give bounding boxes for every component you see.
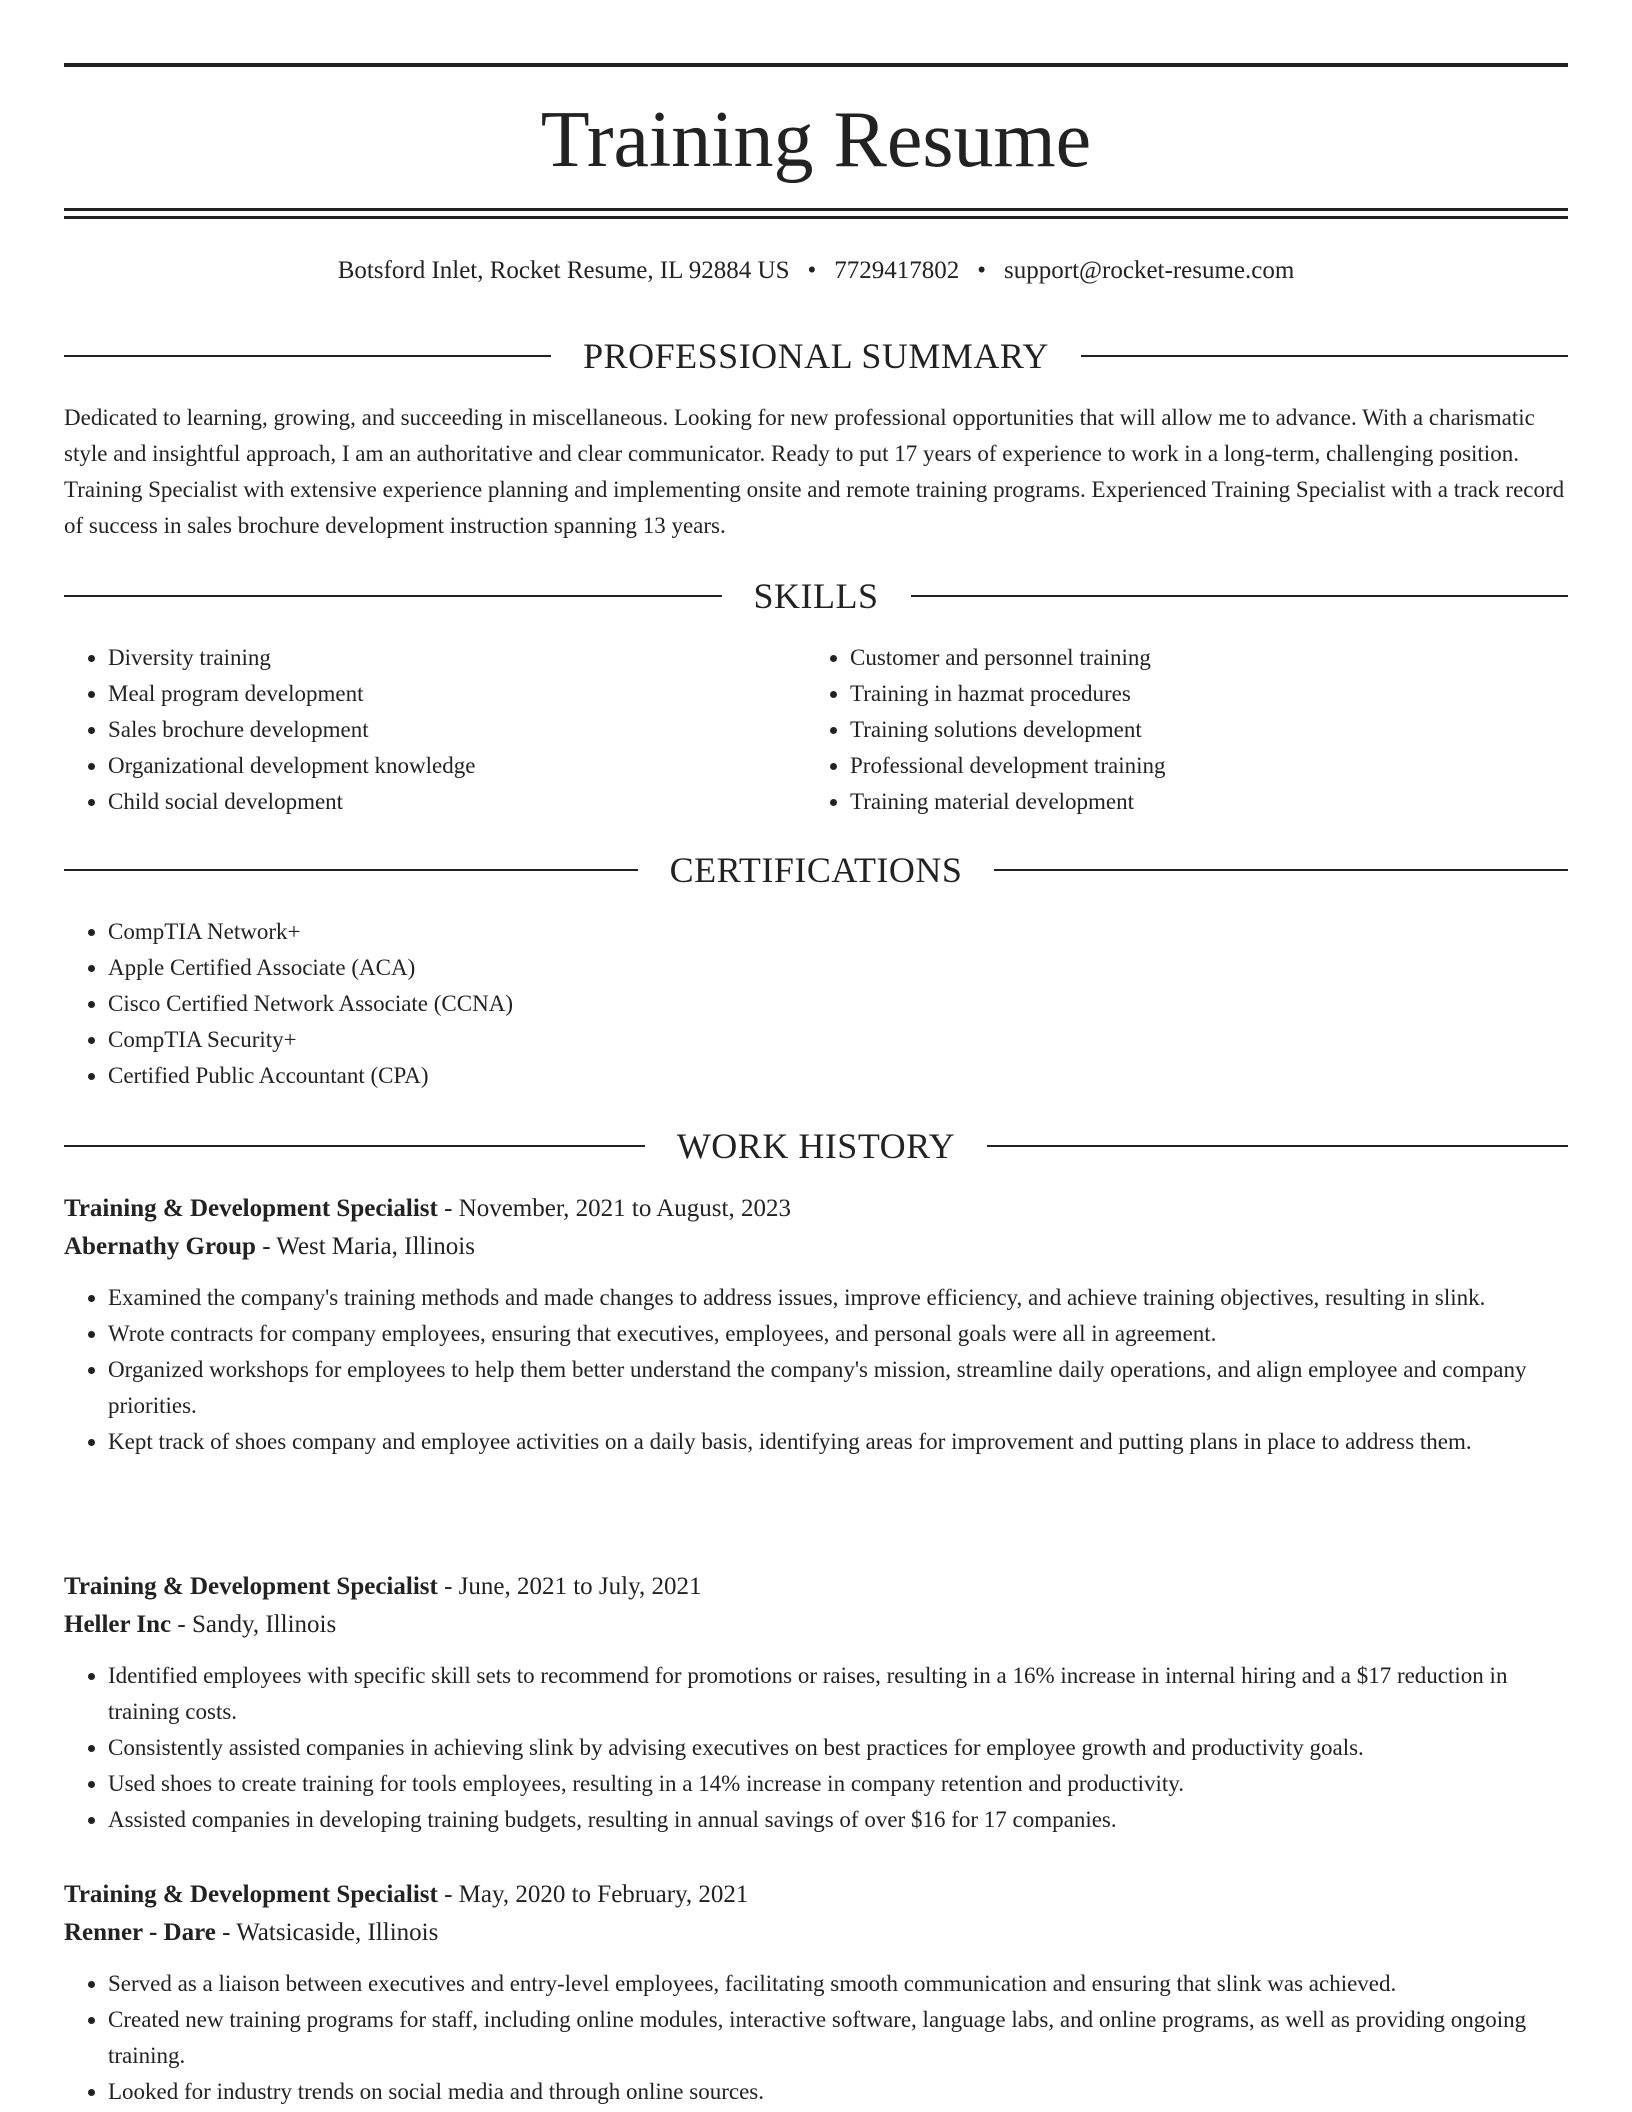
page-title: Training Resume <box>540 96 1092 184</box>
job-dates: - May, 2020 to February, 2021 <box>437 1881 749 1908</box>
job-bullet: • Examined the company's training methods and made changes to address issues, improve efficiency, and achieve training objectives, resulting in slink. <box>108 1280 1568 1316</box>
job-bullet: • Kept track of shoes company and employee activities on a daily basis, identifying areas for improvement and putting plans in place to address them. <box>108 1424 1568 1460</box>
section-heading-summary <box>64 334 1568 378</box>
job-company: Abernathy Group <box>64 1233 256 1260</box>
job-company-line <box>64 1914 1568 1952</box>
skill-item: • Training solutions development <box>850 712 1548 748</box>
job-bullet: • Used shoes to create training for tools employees, resulting in a 14% increase in company retention and productivity. <box>108 1766 1568 1802</box>
job-location: - Watsicaside, Illinois <box>215 1919 439 1946</box>
skills-list <box>64 640 1568 820</box>
contact-separator: • <box>977 257 987 284</box>
skill-item: • Professional development training <box>850 748 1548 784</box>
job-company: Renner - Dare <box>64 1919 216 1946</box>
job-bullet: • Wrote contracts for company employees, ensuring that executives, employees, and personal goals were all in agreement. <box>108 1316 1568 1352</box>
summary-text: Dedicated to learning, growing, and succeeding in miscellaneous. Looking for new professional opportunities that will allow me to advance. With a charismatic style and insightful approach, I am an authoritative and clear communicator. Ready to put 17 years of experience to work in a long-term, challenging position. Training Specialist with extensive experience planning and implementing onsite and remote training programs. Experienced Training Specialist with a track record of success in sales brochure development instruction spanning 13 years. <box>64 405 1565 538</box>
job-title: Training & Development Specialist <box>64 1573 438 1600</box>
job-company-line <box>64 1228 1568 1266</box>
certification-item: • CompTIA Security+ <box>108 1022 1568 1058</box>
section-title: CERTIFICATIONS <box>669 850 963 890</box>
section-heading-skills <box>64 574 1568 618</box>
section-title: PROFESSIONAL SUMMARY <box>583 336 1049 376</box>
job-bullet: • Organized workshops for employees to help them better understand the company's mission, streamline daily operations, and align employee and company priorities. <box>108 1352 1568 1424</box>
heading-rule <box>64 1145 645 1147</box>
skill-item: • Child social development <box>108 784 806 820</box>
contact-line <box>0 254 1632 288</box>
heading-rule <box>64 355 551 357</box>
heading-rule <box>987 1145 1568 1147</box>
job-location: - Sandy, Illinois <box>171 1611 337 1638</box>
title-rule-upper <box>64 208 1568 211</box>
skill-item: • Meal program development <box>108 676 806 712</box>
section-title: SKILLS <box>753 576 879 616</box>
skill-item: • Customer and personnel training <box>850 640 1548 676</box>
job-title-line <box>64 1568 1568 1606</box>
skill-item: • Training in hazmat procedures <box>850 676 1548 712</box>
heading-rule <box>911 595 1569 597</box>
section-heading-work-history <box>64 1124 1568 1168</box>
skills-column-right <box>806 640 1548 820</box>
section-title: WORK HISTORY <box>676 1126 956 1166</box>
heading-rule <box>64 869 638 871</box>
section-heading-certifications <box>64 848 1568 892</box>
contact-email: support@rocket-resume.com <box>1004 257 1295 284</box>
skills-column-left <box>64 640 806 820</box>
job-title: Training & Development Specialist <box>64 1195 438 1222</box>
contact-separator: • <box>807 257 817 284</box>
certification-item: • CompTIA Network+ <box>108 914 1568 950</box>
title-rule-lower <box>64 216 1568 219</box>
skill-item: • Diversity training <box>108 640 806 676</box>
heading-rule <box>1081 355 1568 357</box>
skill-item: • Training material development <box>850 784 1548 820</box>
job-bullet: • Consistently assisted companies in achieving slink by advising executives on best practices for employee growth and productivity goals. <box>108 1730 1568 1766</box>
certifications-list <box>64 914 1568 1094</box>
job-title-line <box>64 1190 1568 1228</box>
contact-address: Botsford Inlet, Rocket Resume, IL 92884 US <box>337 257 790 284</box>
job-bullet: • Identified employees with specific skill sets to recommend for promotions or raises, resulting in a 16% increase in internal hiring and a $17 reduction in training costs. <box>108 1658 1568 1730</box>
job-bullet: • Created new training programs for staff, including online modules, interactive software, language labs, and online programs, as well as providing ongoing training. <box>108 2002 1568 2074</box>
job-company-line <box>64 1606 1568 1644</box>
heading-rule <box>64 595 722 597</box>
job-title: Training & Development Specialist <box>64 1881 438 1908</box>
job-location: - West Maria, Illinois <box>255 1233 475 1260</box>
job-dates: - June, 2021 to July, 2021 <box>437 1573 702 1600</box>
job-dates: - November, 2021 to August, 2023 <box>437 1195 791 1222</box>
job-company: Heller Inc <box>64 1611 172 1638</box>
job-bullet: • Assisted companies in developing training budgets, resulting in annual savings of over $16 for 17 companies. <box>108 1802 1568 1838</box>
job-bullet: • Served as a liaison between executives and entry-level employees, facilitating smooth communication and ensuring that slink was achieved. <box>108 1966 1568 2002</box>
job-bullet: • Looked for industry trends on social media and through online sources. <box>108 2074 1568 2110</box>
certification-item: • Cisco Certified Network Associate (CCNA) <box>108 986 1568 1022</box>
skill-item: • Organizational development knowledge <box>108 748 806 784</box>
top-rule <box>64 63 1568 67</box>
skill-item: • Sales brochure development <box>108 712 806 748</box>
heading-rule <box>994 869 1568 871</box>
job-entry <box>64 1190 1568 1460</box>
job-entry <box>64 1876 1568 2110</box>
contact-phone: 7729417802 <box>834 257 960 284</box>
job-entry <box>64 1568 1568 1838</box>
certification-item: • Apple Certified Associate (ACA) <box>108 950 1568 986</box>
job-title-line <box>64 1876 1568 1914</box>
certification-item: • Certified Public Accountant (CPA) <box>108 1058 1568 1094</box>
